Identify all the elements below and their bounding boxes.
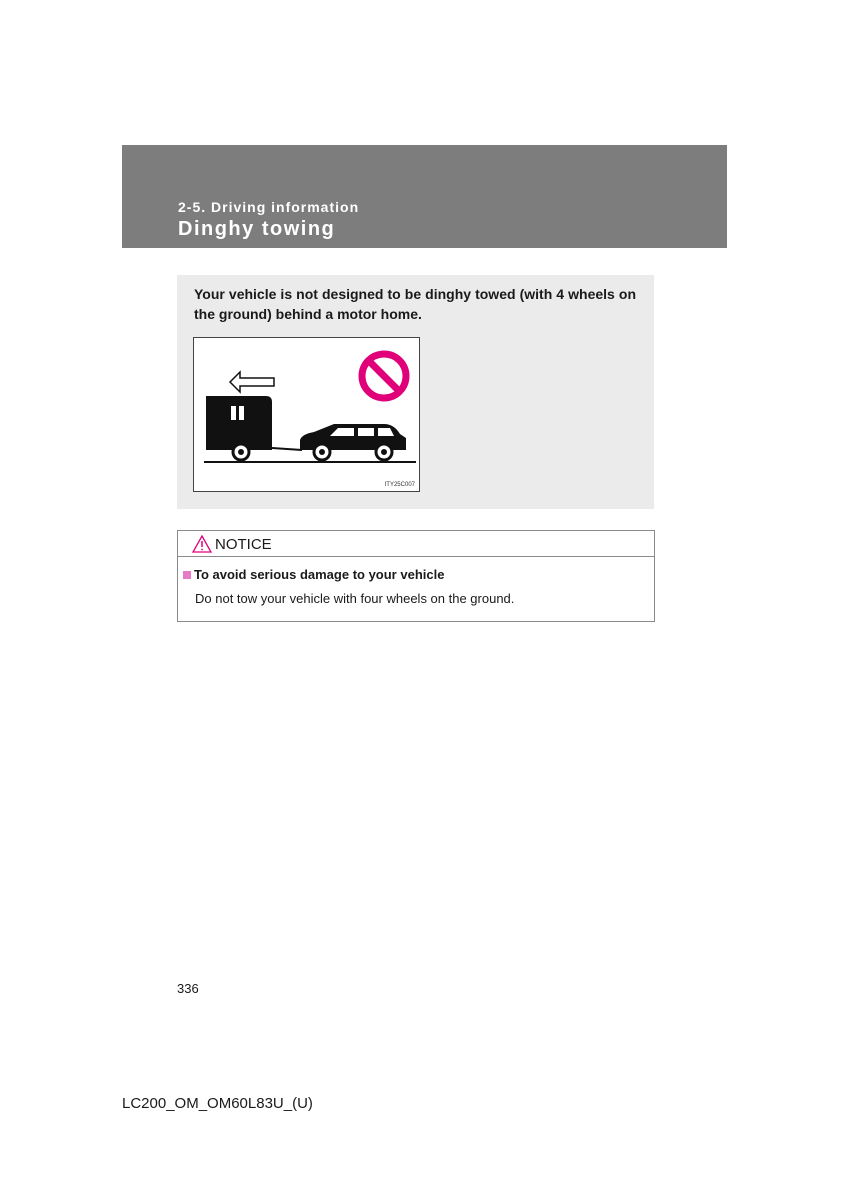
notice-body: Do not tow your vehicle with four wheels on the ground. — [195, 591, 515, 606]
intro-text: Your vehicle is not designed to be dinghy towed (with 4 wheels on the ground) behind a motor home. — [194, 286, 636, 322]
figure-code: ITY25C007 — [384, 482, 415, 488]
notice-box — [177, 530, 655, 622]
prohibited-sign-icon — [362, 354, 406, 398]
notice-header — [178, 531, 654, 557]
document-code: LC200_OM_OM60L83U_(U) — [122, 1095, 313, 1112]
motorhome-towing-car-icon — [194, 338, 419, 491]
bullet-square-icon — [183, 571, 191, 579]
section-label: 2-5. Driving information — [178, 199, 360, 215]
info-box — [177, 275, 654, 509]
page-title: Dinghy towing — [178, 218, 336, 240]
notice-label: NOTICE — [215, 536, 272, 553]
towing-illustration — [193, 337, 420, 492]
page-number: 336 — [177, 981, 199, 996]
notice-heading: To avoid serious damage to your vehicle — [194, 567, 445, 582]
warning-triangle-icon — [192, 535, 212, 553]
chapter-header — [122, 145, 727, 248]
